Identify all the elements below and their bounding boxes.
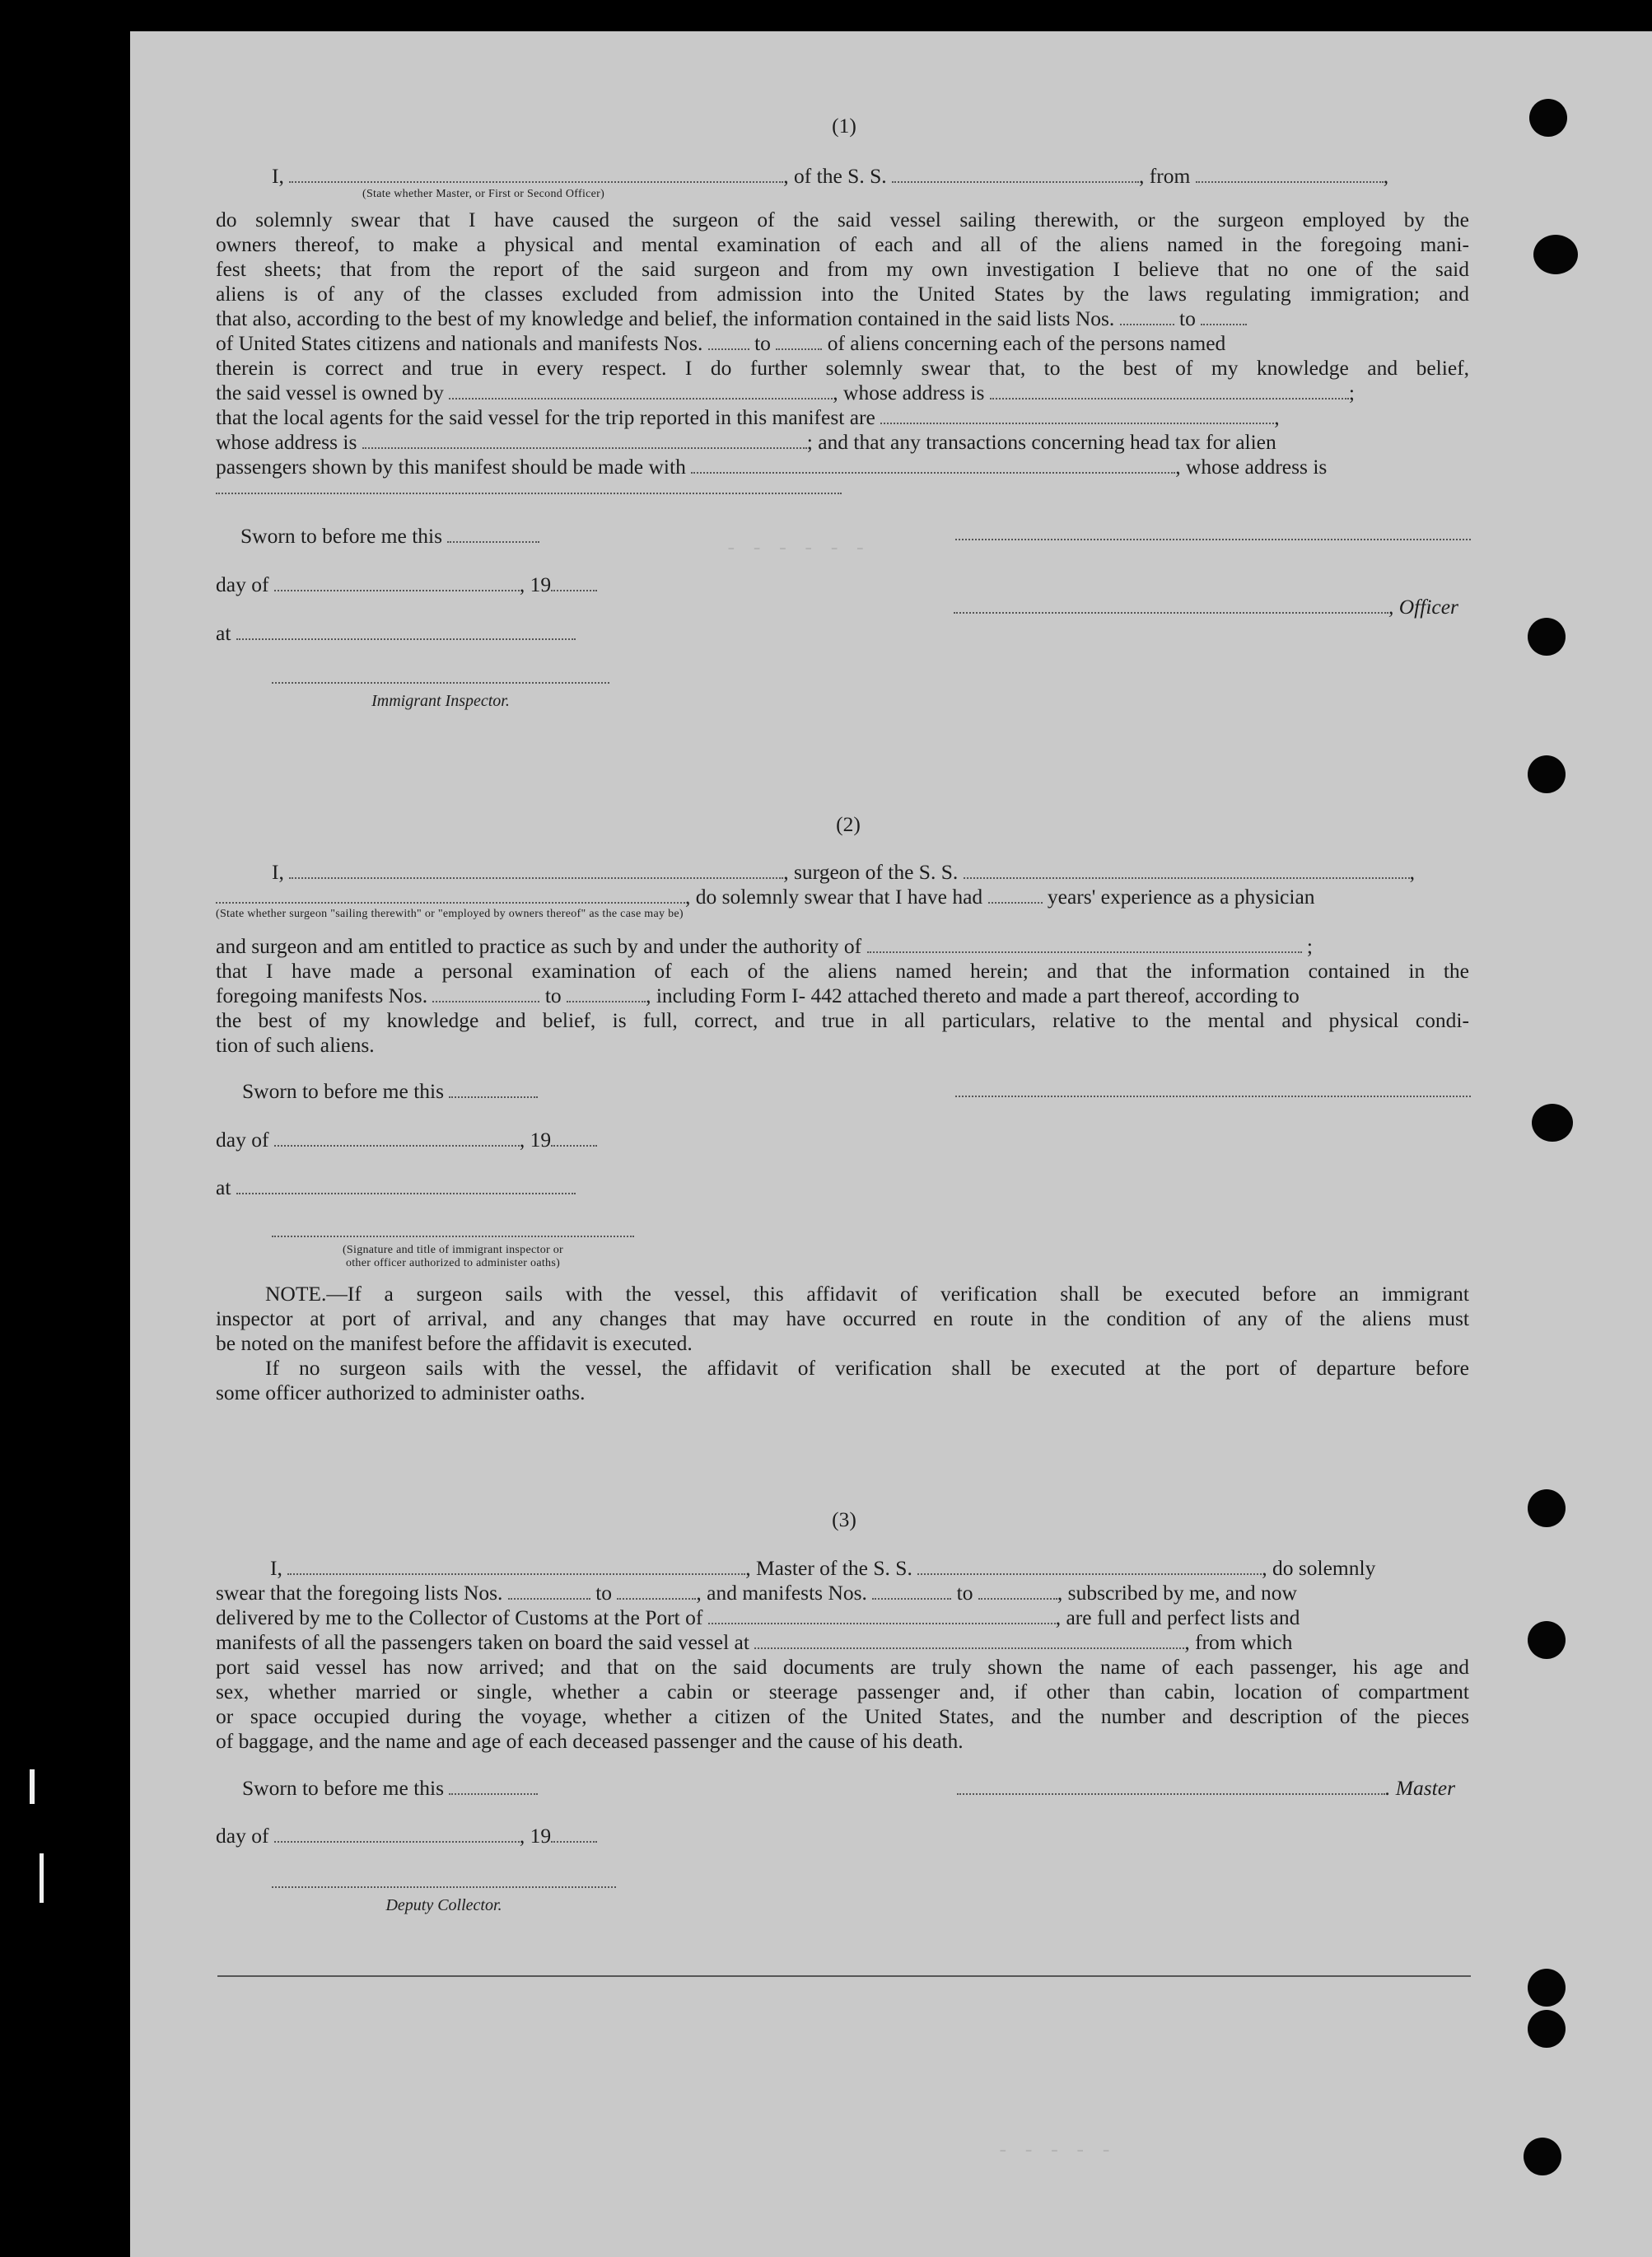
owner-address-field[interactable] [990, 383, 1349, 400]
surgeon-vessel-field[interactable] [964, 862, 1410, 879]
punch-hole [1528, 2010, 1566, 2048]
year-field[interactable] [551, 575, 597, 591]
authority-field[interactable] [867, 937, 1302, 953]
inspector-signature-field[interactable] [272, 682, 609, 684]
master-signature-field[interactable] [957, 1778, 1385, 1795]
master-signature-line: . Master [957, 1776, 1455, 1801]
head-tax-address-field[interactable] [216, 493, 842, 494]
paragraph-line: owners thereof, to make a physical and mental examination of each and all of the aliens named in the foregoing mani- [216, 232, 1469, 256]
master-name-field[interactable] [287, 1558, 745, 1575]
paragraph-line: manifests of all the passengers taken on board the said vessel at , from which [216, 1630, 1293, 1654]
paragraph-line: the said vessel is owned by , whose address is ; [216, 381, 1355, 404]
sworn-date-field[interactable] [449, 1778, 538, 1795]
day-line: day of , 19 [216, 572, 597, 597]
note-line: If no surgeon sails with the vessel, the affidavit of verification shall be executed at the port of departure before [265, 1356, 1469, 1380]
paragraph-line: delivered by me to the Collector of Customs at the Port of , are full and perfect lists and [216, 1605, 1300, 1629]
manifest-to-field[interactable] [978, 1583, 1057, 1600]
paragraph-line: whose address is ; and that any transactions concerning head tax for alien [216, 430, 1276, 454]
citizen-list-from-field[interactable] [1120, 309, 1174, 325]
officer-name-field[interactable] [289, 166, 783, 183]
day-field[interactable] [274, 1826, 520, 1843]
paragraph-line: or space occupied during the voyage, whether a citizen of the United States, and the number and description of the pieces [216, 1704, 1469, 1728]
master-line: I, , Master of the S. S. , do solemnly [270, 1556, 1376, 1580]
paragraph-line: foregoing manifests Nos. to , including Form I- 442 attached thereto and made a part thereof, according to [216, 984, 1300, 1007]
manifest-from-field[interactable] [432, 986, 539, 1002]
punch-hole [1524, 2138, 1561, 2175]
paragraph-line: of United States citizens and nationals and manifests Nos. to of aliens concerning each of the persons named [216, 331, 1226, 355]
list-from-field[interactable] [508, 1583, 590, 1600]
officer-note: (State whether Master, or First or Second Officer) [362, 188, 605, 200]
paragraph-line: do solemnly swear that I have caused the surgeon of the said vessel sailing therewith, or the surgeon employed by the [216, 208, 1469, 231]
year-field[interactable] [551, 1130, 597, 1147]
paragraph-line: sex, whether married or single, whether a cabin or steerage passenger and, if other than cabin, location of compartment [216, 1680, 1469, 1703]
paragraph-line: swear that the foregoing lists Nos. to , and manifests Nos. to , subscribed by me, and now [216, 1581, 1297, 1605]
at-line: at [216, 621, 576, 646]
paragraph-line: and surgeon and am entitled to practice as such by and under the authority of ; [216, 934, 1313, 958]
inspector-label: Immigrant Inspector. [371, 692, 510, 710]
punch-hole [1528, 755, 1566, 793]
sworn-line: Sworn to before me this [242, 1776, 538, 1801]
bleed-through-text: - - - - - - [725, 535, 867, 560]
paragraph-line: passengers shown by this manifest should be made with , whose address is [216, 455, 1328, 479]
note-line: some officer authorized to administer oaths. [216, 1381, 586, 1404]
section-number: (3) [832, 1507, 856, 1531]
paragraph-line: aliens is of any of the classes excluded from admission into the United States by the laws regulating immigration; and [216, 282, 1469, 306]
manifest-to-field[interactable] [567, 986, 646, 1002]
punch-hole [1528, 1621, 1566, 1659]
punch-hole [1533, 235, 1578, 274]
paragraph-line: that also, according to the best of my knowledge and belief, the information contained in the said lists Nos. to [216, 306, 1247, 331]
paragraph-line: the best of my knowledge and belief, is full, correct, and true in all particulars, relative to the mental and physical condi- [216, 1008, 1469, 1032]
officer-line: , Officer [954, 595, 1458, 619]
punch-hole [1528, 1969, 1566, 2007]
surgeon-note: (State whether surgeon "sailing therewith" or "employed by owners thereof" as the case may be) [216, 908, 684, 920]
punch-hole [1528, 1489, 1566, 1527]
punch-hole [1529, 99, 1567, 137]
head-tax-contact-field[interactable] [691, 457, 1175, 474]
manifest-from-field[interactable] [872, 1583, 951, 1600]
scan-artifact [30, 1769, 35, 1804]
place-field[interactable] [236, 624, 576, 640]
day-field[interactable] [274, 1130, 520, 1147]
sworn-line: Sworn to before me this [240, 524, 539, 549]
master-vessel-field[interactable] [917, 1558, 1262, 1575]
surgeon-name-field[interactable] [289, 862, 783, 879]
collector-signature-field[interactable] [272, 1886, 616, 1888]
day-field[interactable] [274, 575, 520, 591]
manifest-from-field[interactable] [708, 334, 749, 350]
collector-label: Deputy Collector. [385, 1896, 502, 1914]
paragraph-line: therein is correct and true in every respect. I do further solemnly swear that, to the best of my knowledge and belief, [216, 356, 1469, 380]
note-line: be noted on the manifest before the affidavit is executed. [216, 1331, 693, 1355]
surgeon-status-field[interactable] [216, 887, 685, 904]
note-line: NOTE.—If a surgeon sails with the vessel, this affidavit of verification shall be executed before an immigrant [265, 1282, 1469, 1306]
paragraph-line: of baggage, and the name and age of each deceased passenger and the cause of his death. [216, 1729, 964, 1753]
citizen-list-to-field[interactable] [1201, 309, 1247, 325]
officer-line: I, , of the S. S. , from , [272, 164, 1389, 188]
surgeon-swear-line: , do solemnly swear that I have had years' experience as a physician [216, 885, 1315, 909]
paragraph-line: port said vessel has now arrived; and that on the said documents are truly shown the name of each passenger, his age and [216, 1655, 1469, 1679]
place-field[interactable] [236, 1178, 576, 1194]
manifest-to-field[interactable] [776, 334, 822, 350]
paragraph-line: that the local agents for the said vessel for the trip reported in this manifest are , [216, 405, 1280, 429]
sworn-date-field[interactable] [449, 1082, 538, 1098]
section-number: (1) [832, 114, 856, 138]
inspector-signature-field[interactable] [272, 1236, 634, 1237]
officer-signature-field[interactable] [955, 539, 1471, 540]
agents-address-field[interactable] [362, 432, 807, 449]
bottom-rule [217, 1975, 1471, 1977]
sworn-date-field[interactable] [447, 526, 539, 543]
local-agents-field[interactable] [880, 408, 1274, 424]
paragraph-line: tion of such aliens. [216, 1033, 375, 1057]
section-number: (2) [836, 812, 861, 836]
vessel-owner-field[interactable] [449, 383, 833, 400]
boarding-port-field[interactable] [754, 1633, 1184, 1649]
surgeon-signature-field[interactable] [955, 1096, 1471, 1097]
years-field[interactable] [988, 887, 1043, 904]
paragraph-line: fest sheets; that from the report of the said surgeon and from my own investigation I believe that no one of the said [216, 257, 1469, 281]
vessel-name-field[interactable] [892, 166, 1139, 183]
scan-artifact [40, 1853, 44, 1903]
bleed-through-text: - - - - - [996, 2138, 1113, 2162]
year-field[interactable] [551, 1826, 597, 1843]
day-line: day of , 19 [216, 1824, 597, 1848]
note-line: inspector at port of arrival, and any changes that may have occurred en route in the condition of any of the aliens must [216, 1306, 1469, 1330]
officer-title-field[interactable] [954, 597, 1388, 614]
list-to-field[interactable] [617, 1583, 696, 1600]
arrival-port-field[interactable] [708, 1608, 1056, 1624]
departure-port-field[interactable] [1196, 166, 1384, 183]
punch-hole [1528, 618, 1566, 656]
sworn-line: Sworn to before me this [242, 1079, 538, 1104]
surgeon-line: I, , surgeon of the S. S. , [272, 860, 1416, 884]
punch-hole [1532, 1104, 1573, 1142]
signature-note: other officer authorized to administer oaths) [345, 1257, 561, 1269]
day-line: day of , 19 [216, 1128, 597, 1152]
signature-note: (Signature and title of immigrant inspector or [342, 1244, 564, 1256]
at-line: at [216, 1175, 576, 1200]
paragraph-line: that I have made a personal examination of each of the aliens named herein; and that the information contained in the [216, 959, 1469, 983]
